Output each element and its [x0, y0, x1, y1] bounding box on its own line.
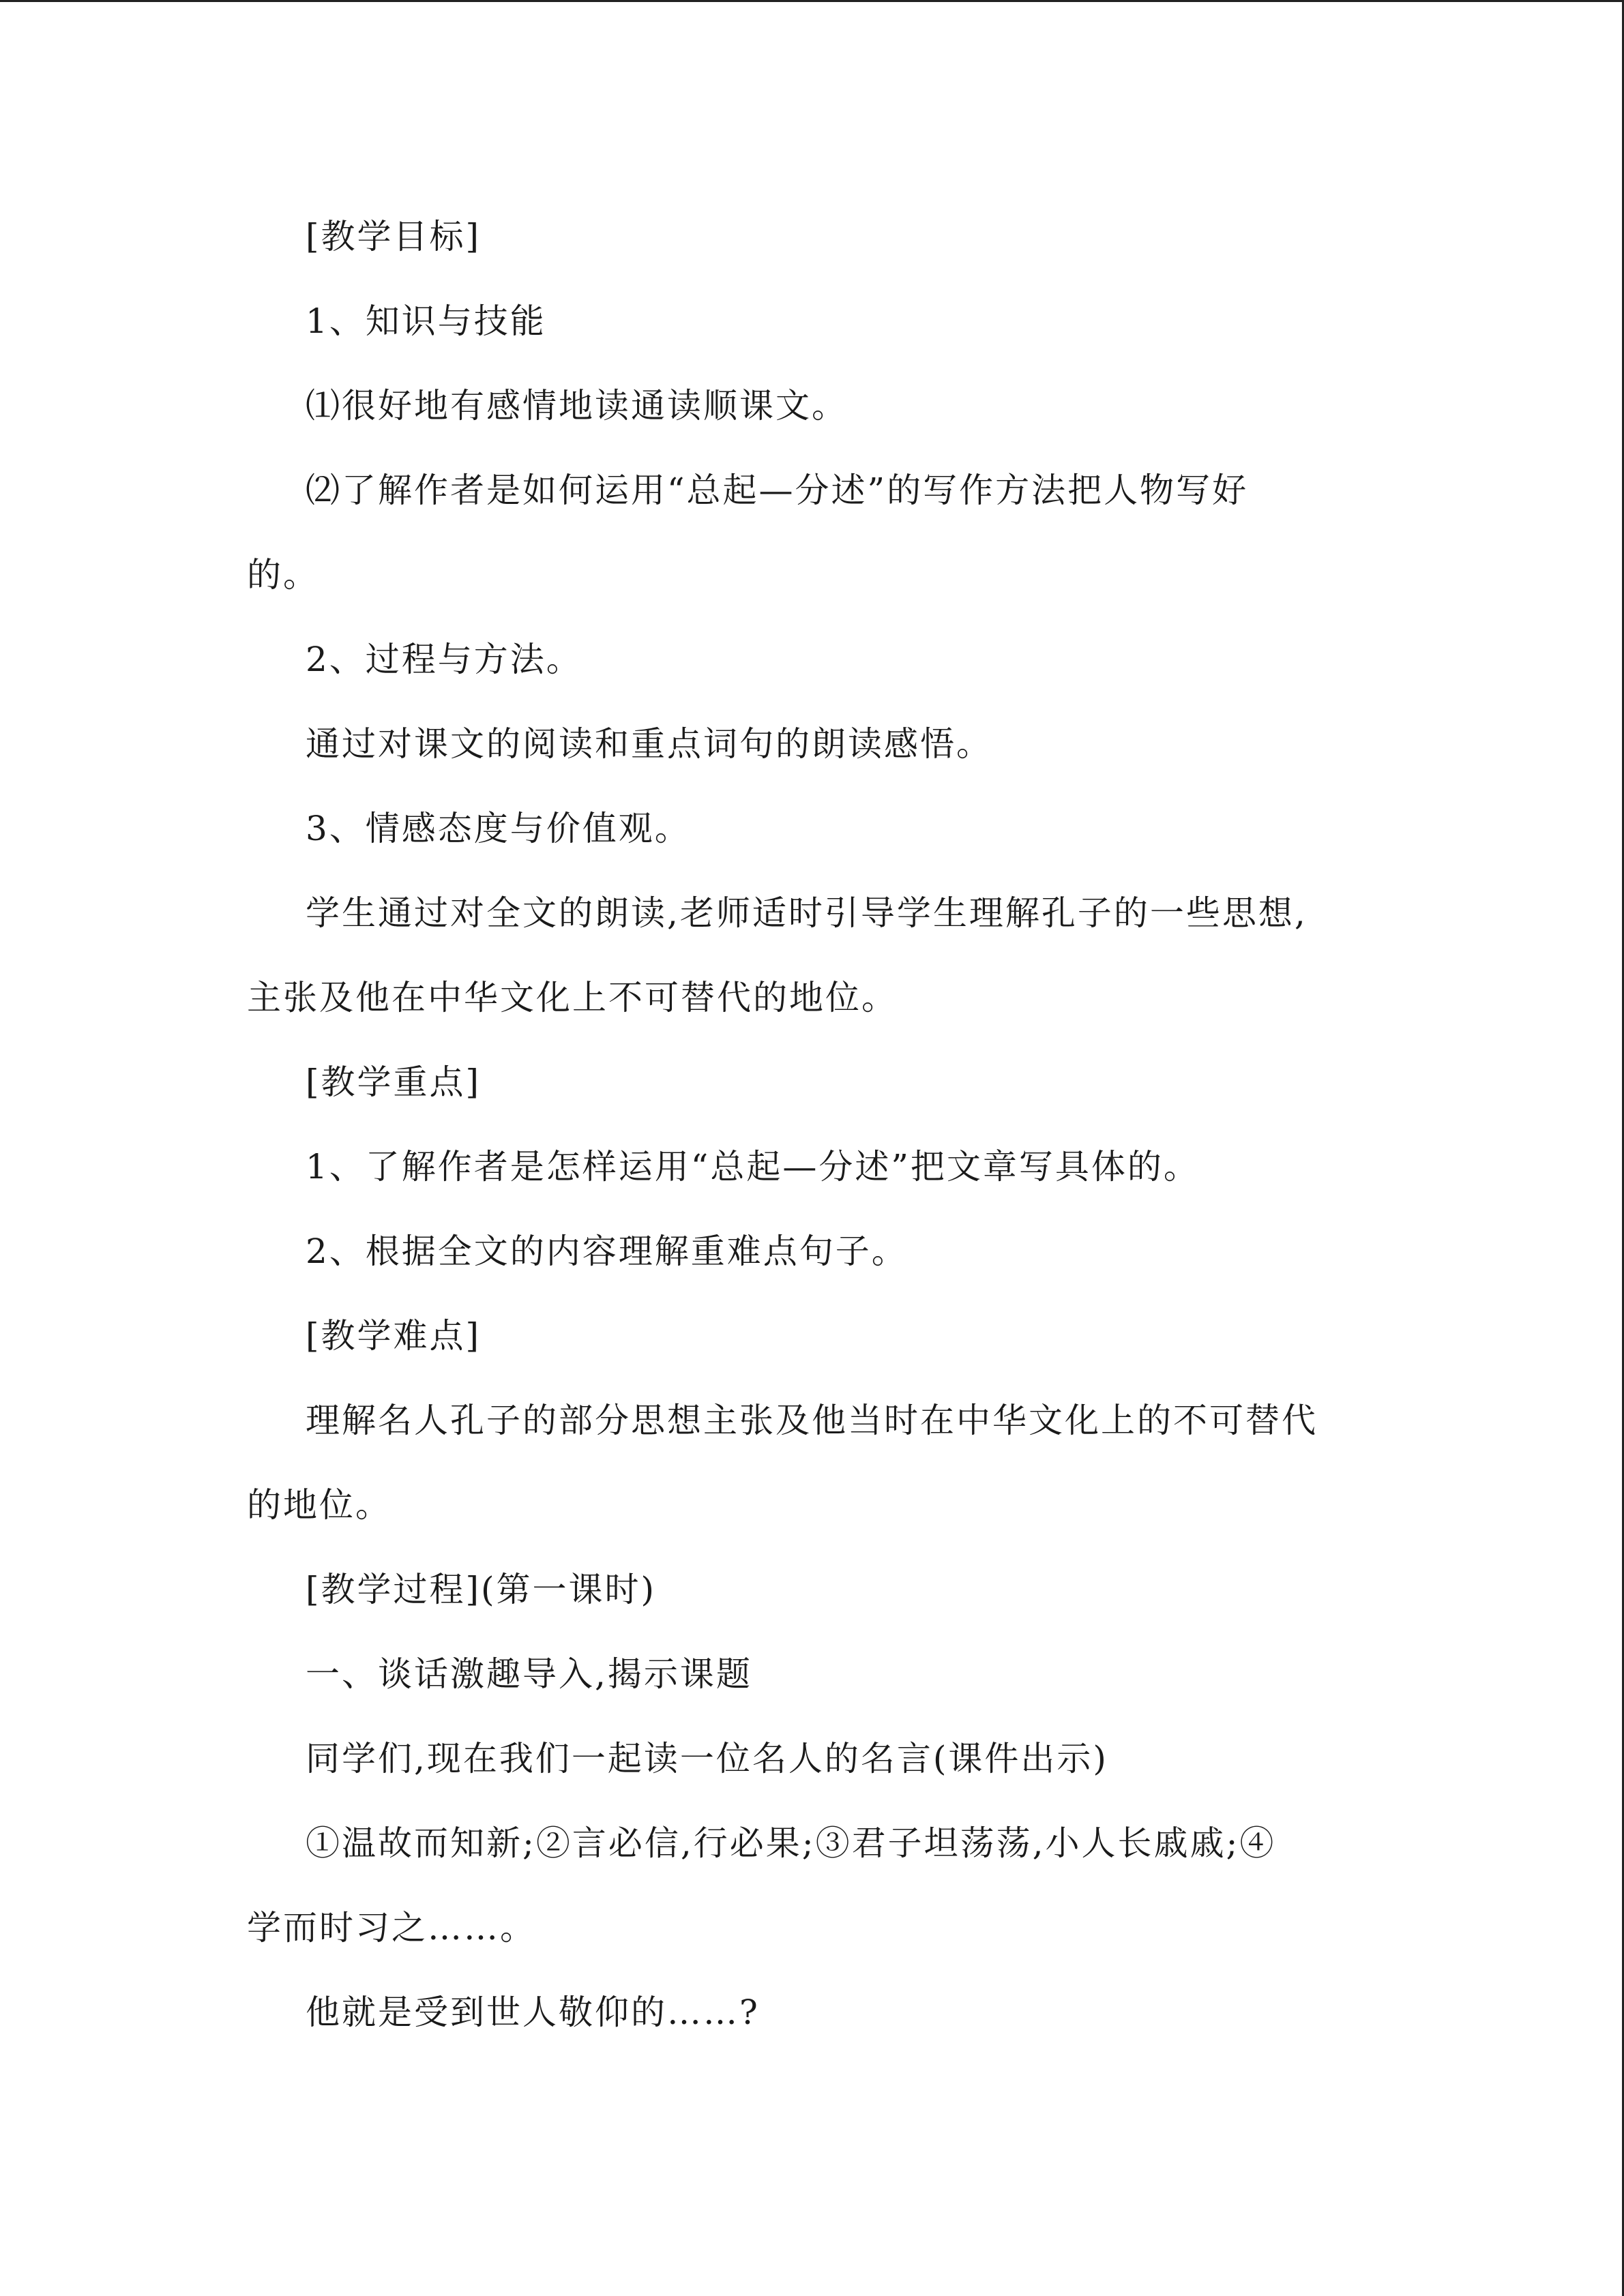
paragraph-intro: 同学们,现在我们一起读一位名人的名言(课件出示) — [306, 1739, 1108, 1778]
goal-emotion-values: 3、情感态度与价值观。 — [306, 809, 691, 848]
goal-knowledge-skills: 1、知识与技能 — [306, 301, 546, 341]
document-body — [247, 194, 1386, 2055]
goal-item-2-cont: 的。 — [247, 555, 319, 595]
step-intro: 一、谈话激趣导入,揭示课题 — [306, 1654, 752, 1694]
goal-process-method: 2、过程与方法。 — [306, 640, 582, 679]
paragraph-quotes: ①温故而知新;②言必信,行必果;③君子坦荡荡,小人长戚戚;④ — [306, 1823, 1276, 1863]
paragraph-difficulty: 理解名人孔子的部分思想主张及他当时在中华文化上的不可替代 — [306, 1401, 1318, 1440]
heading-teaching-goals: [教学目标] — [306, 217, 482, 256]
key-point-2: 2、根据全文的内容理解重难点句子。 — [306, 1232, 908, 1271]
paragraph-quotes-cont: 学而时习之……。 — [247, 1908, 536, 1948]
paragraph-difficulty-cont: 的地位。 — [247, 1485, 392, 1525]
goal-item-2: ⑵了解作者是如何运用“总起—分述”的写作方法把人物写好 — [306, 471, 1249, 510]
heading-key-points: [教学重点] — [306, 1062, 482, 1102]
heading-difficulties: [教学难点] — [306, 1316, 482, 1356]
paragraph-emotion: 学生通过对全文的朗读,老师适时引导学生理解孔子的一些思想, — [306, 893, 1308, 933]
goal-item-1: ⑴很好地有感情地读通读顺课文。 — [306, 386, 848, 426]
page-border-top — [0, 0, 1624, 2]
paragraph-emotion-cont: 主张及他在中华文化上不可替代的地位。 — [247, 978, 898, 1017]
heading-teaching-process: [教学过程](第一课时) — [306, 1570, 657, 1609]
key-point-1: 1、了解作者是怎样运用“总起—分述”把文章写具体的。 — [306, 1147, 1200, 1187]
paragraph-process: 通过对课文的阅读和重点词句的朗读感悟。 — [306, 724, 992, 764]
paragraph-question: 他就是受到世人敬仰的……? — [306, 1993, 760, 2032]
